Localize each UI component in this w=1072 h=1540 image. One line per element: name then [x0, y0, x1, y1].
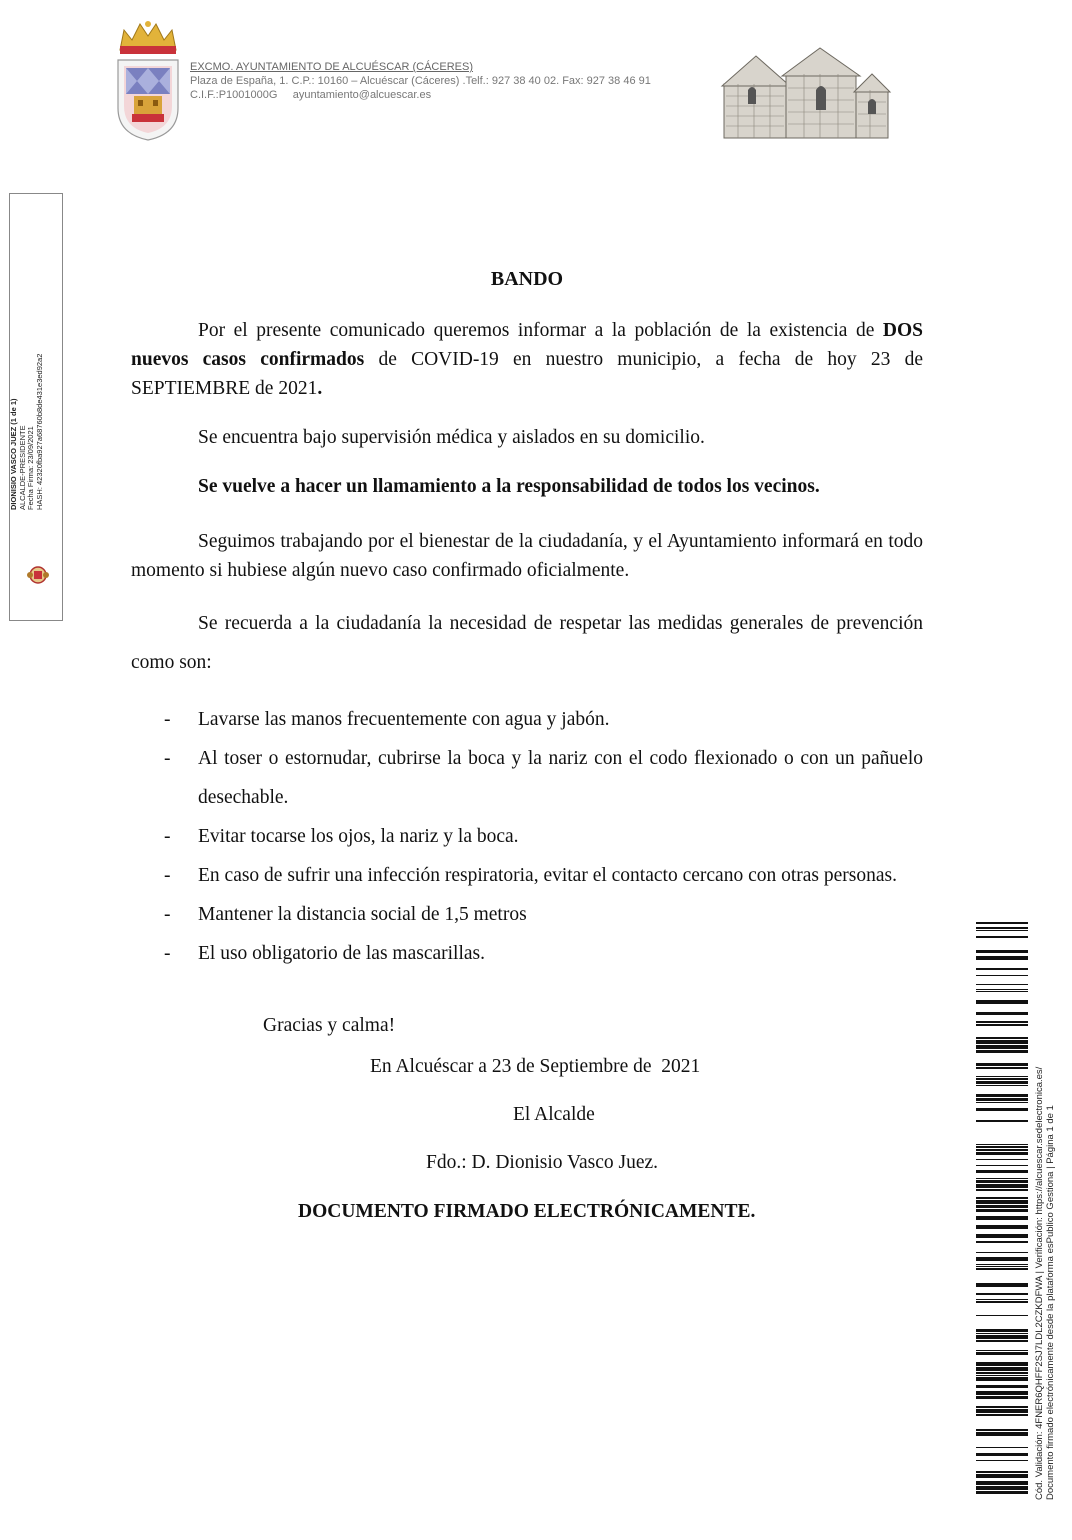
barcode-bar	[976, 1120, 1028, 1122]
barcode-bar	[976, 1429, 1028, 1431]
barcode-bar	[976, 1000, 1028, 1004]
barcode-bar	[976, 1362, 1028, 1366]
barcode-bar	[976, 991, 1028, 992]
list-dash: -	[164, 865, 171, 886]
barcode-bar	[976, 1315, 1028, 1316]
stamp-hash: HASH: 42320fba927a68760b8de431e3ed92a2	[34, 353, 44, 510]
verification-code: Cód. Validación: 4FNER6QHFF2SJ7LDL2CZKDFWA | Verificación: https://alcuescar.sedelectronica.es/	[1034, 1066, 1045, 1500]
barcode-bar	[976, 984, 1028, 985]
barcode-bar	[976, 1293, 1028, 1295]
barcode-bar	[976, 1491, 1028, 1494]
barcode-bar	[976, 1391, 1028, 1395]
paragraph-period: .	[317, 378, 323, 399]
barcode-bar	[976, 1234, 1028, 1238]
letterhead	[190, 60, 651, 102]
barcode-bar	[976, 1372, 1028, 1374]
barcode-bar	[976, 1252, 1028, 1253]
barcode-bar	[976, 1377, 1028, 1381]
barcode-bar	[976, 950, 1028, 953]
barcode-bar	[976, 1225, 1028, 1229]
barcode-bar	[976, 1108, 1028, 1111]
barcode-bar	[976, 1406, 1028, 1408]
signer-name: Fdo.: D. Dionisio Vasco Juez.	[426, 1152, 659, 1173]
barcode-bar	[976, 1301, 1028, 1303]
barcode-bar	[976, 1486, 1028, 1490]
barcode-bar	[976, 1040, 1028, 1044]
barcode-bar	[976, 1447, 1028, 1448]
verification-text	[1034, 1067, 1056, 1500]
list-item-text: Mantener la distancia social de 1,5 metros	[198, 904, 527, 925]
barcode-bar	[976, 1024, 1028, 1026]
paragraph-supervision: Se encuentra bajo supervisión médica y aislados en su domicilio.	[198, 427, 705, 448]
barcode-bar	[976, 1152, 1028, 1155]
letterhead-organization: EXCMO. AYUNTAMIENTO DE ALCUÉSCAR (CÁCERES)	[190, 61, 473, 73]
barcode-bar	[976, 989, 1028, 990]
barcode-bar	[976, 1350, 1028, 1351]
barcode-bar	[976, 1085, 1028, 1086]
barcode-bar	[976, 1209, 1028, 1212]
barcode-bar	[976, 1200, 1028, 1204]
barcode-bar	[976, 1159, 1028, 1160]
paragraph-appeal: Se vuelve a hacer un llamamiento a la responsabilidad de todos los vecinos.	[198, 476, 820, 497]
list-dash: -	[164, 943, 171, 964]
barcode-bar	[976, 1333, 1028, 1334]
barcode-bar	[976, 1037, 1028, 1039]
paragraph-wellbeing: Seguimos trabajando por el bienestar de la ciudadanía, y el Ayuntamiento informará en todo momento si hubiese algún nuevo caso confirmado oficialmente.	[131, 531, 923, 581]
barcode-bar	[976, 1375, 1028, 1376]
barcode-bar	[976, 1098, 1028, 1101]
paragraph-reminder: Se recuerda a la ciudadanía la necesidad de respetar las medidas generales de prevención como son:	[131, 613, 923, 673]
barcode-bar	[976, 1076, 1028, 1077]
barcode-bar	[976, 1257, 1028, 1261]
barcode-bar	[976, 1241, 1028, 1243]
barcode	[976, 922, 1028, 1500]
place-and-date: En Alcuéscar a 23 de Septiembre de 2021	[370, 1056, 701, 1077]
barcode-bar	[976, 1460, 1028, 1461]
barcode-bar	[976, 975, 1028, 976]
barcode-bar	[976, 1021, 1028, 1023]
closing-thanks: Gracias y calma!	[263, 1015, 396, 1036]
list-item	[131, 817, 923, 856]
barcode-bar	[976, 1197, 1028, 1199]
barcode-bar	[976, 1474, 1028, 1478]
barcode-bar	[976, 1299, 1028, 1300]
list-item-text: El uso obligatorio de las mascarillas.	[198, 943, 486, 964]
list-dash: -	[164, 748, 171, 769]
stamp-role: ALCALDE-PRESIDENTE	[17, 425, 27, 510]
paragraph-text: Por el presente comunicado queremos informar a la población de la existencia de	[198, 320, 883, 341]
list-item	[131, 739, 923, 817]
signature-stamp	[10, 354, 44, 510]
document-title: BANDO	[490, 268, 564, 290]
barcode-bar	[976, 1067, 1028, 1069]
barcode-bar	[976, 1329, 1028, 1332]
coat-of-arms-logo	[112, 16, 184, 144]
list-item-text: Al toser o estornudar, cubrirse la boca y la nariz con el codo flexionado o con un pañuelo desechable.	[198, 748, 923, 808]
barcode-bar	[976, 1335, 1028, 1339]
barcode-bar	[976, 1063, 1028, 1066]
barcode-bar	[976, 1189, 1028, 1191]
barcode-bar	[976, 1045, 1028, 1049]
list-item-text: En caso de sufrir una infección respiratoria, evitar el contacto cercano con otras personas.	[198, 865, 897, 886]
barcode-bar	[976, 1268, 1028, 1270]
barcode-bar	[976, 1409, 1028, 1413]
list-item	[131, 700, 923, 739]
barcode-bar	[976, 1205, 1028, 1208]
barcode-bar	[976, 1385, 1028, 1388]
church-illustration	[720, 44, 892, 142]
list-item-text: Lavarse las manos frecuentemente con agua y jabón.	[198, 709, 610, 730]
letterhead-email: ayuntamiento@alcuescar.es	[292, 89, 432, 101]
barcode-bar	[976, 936, 1028, 938]
barcode-bar	[976, 1216, 1028, 1220]
list-dash: -	[164, 826, 171, 847]
barcode-bar	[976, 1165, 1028, 1166]
barcode-bar	[976, 968, 1028, 970]
barcode-bar	[976, 1146, 1028, 1148]
barcode-bar	[976, 927, 1028, 929]
stamp-signer: DIONISIO VASCO JUEZ (1 de 1)	[9, 398, 18, 510]
list-item	[131, 934, 923, 973]
barcode-bar	[976, 1432, 1028, 1436]
barcode-bar	[976, 1266, 1028, 1267]
letterhead-address: Plaza de España, 1. C.P.: 10160 – Alcuéscar (Cáceres) .Telf.: 927 38 40 02. Fax: 927 38 46 91	[190, 75, 651, 87]
barcode-bar	[976, 1050, 1028, 1053]
barcode-bar	[976, 1481, 1028, 1485]
barcode-bar	[976, 1012, 1028, 1015]
barcode-bar	[976, 1170, 1028, 1173]
letterhead-contact	[190, 88, 651, 102]
prevention-measures-list	[131, 700, 923, 973]
barcode-bar	[976, 1144, 1028, 1145]
signer-role: El Alcalde	[513, 1104, 595, 1125]
barcode-bar	[976, 1283, 1028, 1287]
barcode-bar	[976, 1453, 1028, 1456]
bold-cases: DOS nuevos casos confirmados	[131, 320, 923, 370]
barcode-bar	[976, 1471, 1028, 1473]
barcode-bar	[976, 930, 1028, 931]
list-item	[131, 856, 923, 895]
barcode-bar	[976, 956, 1028, 960]
verification-platform: Documento firmado electrónicamente desde la plataforma esPublico Gestiona | Página 1 de 1	[1045, 1105, 1056, 1500]
barcode-bar	[976, 1340, 1028, 1342]
list-dash: -	[164, 904, 171, 925]
electronic-signature-note: DOCUMENTO FIRMADO ELECTRÓNICAMENTE.	[298, 1201, 756, 1222]
barcode-bar	[976, 1149, 1028, 1151]
list-item	[131, 895, 923, 934]
barcode-bar	[976, 1078, 1028, 1080]
paragraph-announcement	[131, 316, 923, 403]
barcode-bar	[976, 1396, 1028, 1399]
barcode-bar	[976, 1264, 1028, 1265]
barcode-bar	[976, 1102, 1028, 1103]
barcode-bar	[976, 1414, 1028, 1416]
stamp-crest-icon	[26, 565, 50, 585]
stamp-date: Fecha Firma: 23/09/2021	[26, 426, 35, 510]
barcode-bar	[976, 1352, 1028, 1355]
list-dash: -	[164, 709, 171, 730]
barcode-bar	[976, 1081, 1028, 1084]
barcode-bar	[976, 1367, 1028, 1371]
barcode-bar	[976, 1180, 1028, 1183]
barcode-bar	[976, 1184, 1028, 1188]
barcode-bar	[976, 922, 1028, 924]
list-item-text: Evitar tocarse los ojos, la nariz y la boca.	[198, 826, 519, 847]
letterhead-cif: C.I.F.:P1001000G	[190, 89, 278, 101]
paragraph-text: de COVID-19 en nuestro municipio, a fecha de hoy 23 de SEPTIEMBRE de 2021	[131, 349, 923, 399]
barcode-bar	[976, 1178, 1028, 1179]
barcode-bar	[976, 1094, 1028, 1097]
